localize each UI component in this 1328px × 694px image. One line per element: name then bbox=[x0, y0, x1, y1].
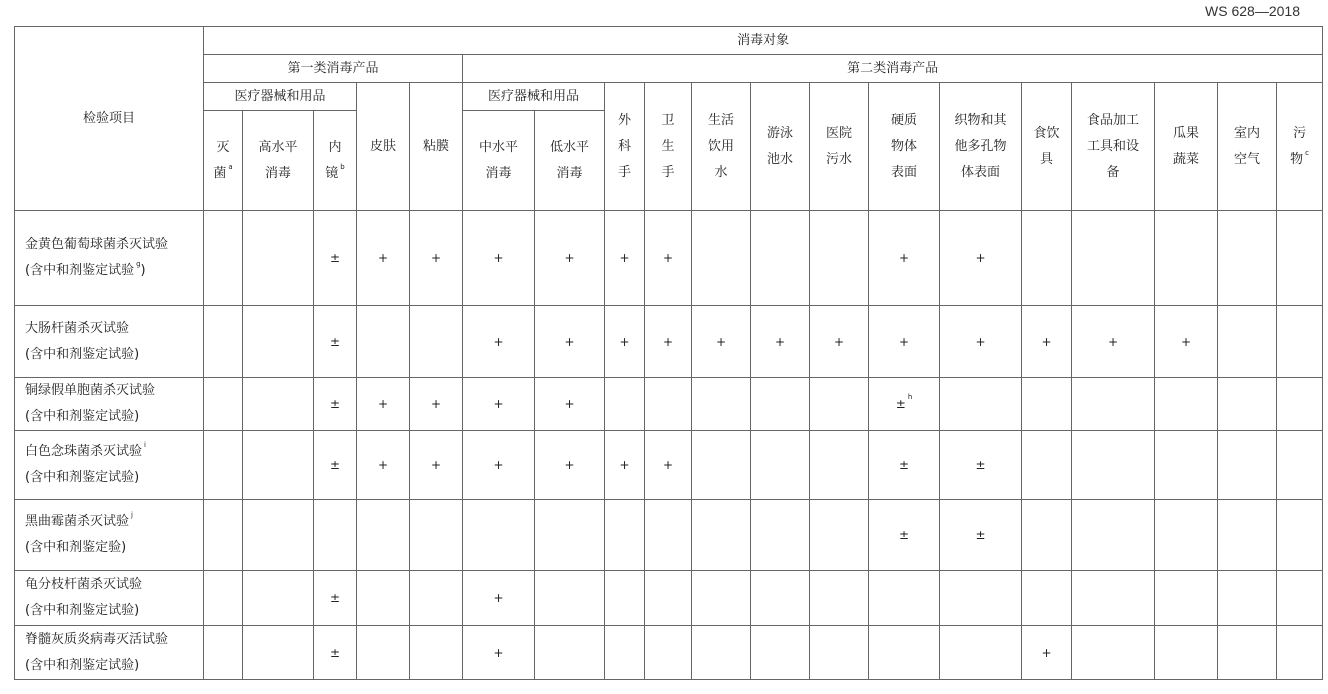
test-item-subtitle: (含中和剂鉴定试验) bbox=[25, 657, 140, 673]
requirement-cell bbox=[243, 626, 314, 680]
header-group-2: 第二类消毒产品 bbox=[463, 55, 1323, 83]
requirement-cell bbox=[940, 431, 1022, 500]
requirement-cell bbox=[751, 211, 810, 306]
conditional-mark: ± bbox=[329, 251, 341, 265]
requirement-cell bbox=[1072, 211, 1155, 306]
requirement-cell bbox=[645, 500, 692, 571]
requirement-cell bbox=[645, 211, 692, 306]
requirement-cell bbox=[810, 626, 869, 680]
requirement-cell bbox=[204, 378, 243, 431]
required-mark: + bbox=[564, 334, 575, 349]
test-item-name bbox=[15, 431, 204, 500]
requirement-cell bbox=[810, 211, 869, 306]
test-item-subtitle: (含中和剂鉴定试验) bbox=[25, 409, 140, 424]
required-mark: + bbox=[430, 251, 442, 265]
required-mark: + bbox=[833, 334, 845, 349]
requirement-cell bbox=[940, 211, 1022, 306]
requirement-cell bbox=[535, 500, 605, 571]
required-mark: + bbox=[1041, 645, 1052, 660]
requirement-cell bbox=[1277, 211, 1323, 306]
requirement-cell bbox=[605, 571, 645, 626]
test-item-subtitle: (含中和剂鉴定验) bbox=[25, 540, 127, 555]
column-header-label: 低水平 消毒 bbox=[549, 139, 589, 181]
required-mark: + bbox=[493, 334, 504, 349]
requirement-cell bbox=[645, 431, 692, 500]
conditional-mark: ± bbox=[898, 528, 910, 542]
column-header-label: 高水平 消毒 bbox=[258, 139, 298, 181]
requirement-cell bbox=[645, 626, 692, 680]
test-item-title: 龟分枝杆菌杀灭试验 bbox=[25, 577, 143, 592]
test-item-subtitle: (含中和剂鉴定试验) bbox=[25, 603, 140, 618]
requirement-cell bbox=[1218, 211, 1277, 306]
requirement-cell bbox=[1022, 306, 1072, 378]
header-test-item: 检验项目 bbox=[15, 27, 204, 211]
table-row bbox=[15, 306, 1323, 378]
conditional-mark: ± bbox=[329, 334, 341, 349]
required-mark: + bbox=[715, 334, 727, 349]
test-item-title: 大肠杆菌杀灭试验 bbox=[25, 320, 130, 336]
footnote-marker: i bbox=[144, 441, 146, 449]
conditional-mark: ± bbox=[895, 397, 906, 411]
requirement-cell bbox=[204, 626, 243, 680]
header-disinfection-target: 消毒对象 bbox=[204, 27, 1323, 55]
requirement-cell bbox=[751, 431, 810, 500]
requirement-cell bbox=[357, 571, 410, 626]
requirement-cell bbox=[1155, 500, 1218, 571]
requirement-cell bbox=[314, 211, 357, 306]
footnote-marker: c bbox=[1305, 148, 1310, 157]
required-mark: + bbox=[975, 334, 986, 349]
requirement-cell bbox=[1277, 626, 1323, 680]
requirement-cell bbox=[357, 211, 410, 306]
requirement-cell bbox=[1022, 431, 1072, 500]
requirement-cell bbox=[243, 571, 314, 626]
requirement-cell bbox=[645, 306, 692, 378]
column-header-label: 织物和其 他多孔物 体表面 bbox=[954, 112, 1007, 180]
requirement-cell bbox=[535, 211, 605, 306]
column-header-label: 粘膜 bbox=[422, 138, 449, 154]
required-mark: + bbox=[898, 251, 910, 265]
requirement-cell bbox=[410, 306, 463, 378]
requirement-cell bbox=[1155, 306, 1218, 378]
requirement-cell bbox=[243, 378, 314, 431]
required-mark: + bbox=[662, 251, 674, 265]
required-mark: + bbox=[619, 334, 630, 349]
column-header bbox=[869, 83, 940, 211]
conditional-mark: ± bbox=[975, 458, 986, 472]
requirement-cell bbox=[204, 571, 243, 626]
requirement-cell bbox=[535, 431, 605, 500]
requirement-cell bbox=[463, 571, 535, 626]
requirement-cell bbox=[940, 306, 1022, 378]
test-item-title: 脊髓灰质炎病毒灭活试验 bbox=[25, 631, 169, 647]
test-item-name bbox=[15, 306, 204, 378]
requirement-cell bbox=[1155, 571, 1218, 626]
requirement-cell bbox=[204, 500, 243, 571]
test-item-subtitle: (含中和剂鉴定试验) bbox=[25, 346, 140, 362]
requirement-cell bbox=[692, 306, 751, 378]
requirement-cell bbox=[1218, 626, 1277, 680]
requirement-cell bbox=[357, 378, 410, 431]
test-item-subtitle: (含中和剂鉴定试验 bbox=[25, 263, 135, 278]
requirement-cell bbox=[692, 211, 751, 306]
requirement-cell bbox=[1072, 306, 1155, 378]
requirement-cell bbox=[463, 500, 535, 571]
requirement-cell bbox=[1072, 500, 1155, 571]
column-header bbox=[810, 83, 869, 211]
requirement-cell bbox=[869, 211, 940, 306]
footnote-marker: b bbox=[340, 162, 345, 171]
required-mark: + bbox=[564, 397, 575, 411]
required-mark: + bbox=[975, 251, 986, 265]
required-mark: + bbox=[1107, 334, 1119, 349]
required-mark: + bbox=[1180, 334, 1192, 349]
requirement-cell bbox=[1155, 626, 1218, 680]
requirement-cell bbox=[314, 378, 357, 431]
table-row bbox=[15, 500, 1323, 571]
required-mark: + bbox=[564, 458, 575, 472]
requirement-cell bbox=[1277, 500, 1323, 571]
column-header bbox=[357, 83, 410, 211]
column-header bbox=[410, 83, 463, 211]
required-mark: + bbox=[377, 251, 389, 265]
required-mark: + bbox=[430, 458, 442, 472]
required-mark: + bbox=[1041, 334, 1052, 349]
requirement-cell bbox=[314, 571, 357, 626]
requirement-cell bbox=[1218, 306, 1277, 378]
requirement-cell bbox=[869, 571, 940, 626]
required-mark: + bbox=[377, 397, 389, 411]
requirement-cell bbox=[243, 500, 314, 571]
requirement-cell bbox=[1155, 431, 1218, 500]
requirement-cell bbox=[692, 431, 751, 500]
requirement-cell bbox=[410, 500, 463, 571]
requirement-cell bbox=[243, 431, 314, 500]
requirement-cell bbox=[1218, 431, 1277, 500]
requirement-cell bbox=[810, 571, 869, 626]
table-row bbox=[15, 211, 1323, 306]
requirement-cell bbox=[869, 500, 940, 571]
requirement-cell bbox=[1277, 571, 1323, 626]
header-group-1: 第一类消毒产品 bbox=[204, 55, 463, 83]
requirement-cell bbox=[751, 626, 810, 680]
requirement-cell bbox=[692, 626, 751, 680]
requirement-cell bbox=[463, 211, 535, 306]
requirement-cell bbox=[1072, 626, 1155, 680]
requirement-cell bbox=[314, 626, 357, 680]
requirement-cell bbox=[645, 378, 692, 431]
required-mark: + bbox=[493, 458, 504, 472]
column-header-label: 卫 生 手 bbox=[661, 112, 675, 180]
requirement-cell bbox=[204, 306, 243, 378]
requirement-cell bbox=[605, 431, 645, 500]
requirement-cell bbox=[810, 306, 869, 378]
requirement-cell bbox=[1277, 431, 1323, 500]
requirement-cell bbox=[314, 306, 357, 378]
requirement-cell bbox=[940, 626, 1022, 680]
required-mark: + bbox=[619, 458, 630, 472]
requirement-cell bbox=[1277, 306, 1323, 378]
required-mark: + bbox=[493, 251, 504, 265]
requirement-cell bbox=[463, 431, 535, 500]
requirement-cell bbox=[535, 306, 605, 378]
column-header bbox=[1218, 83, 1277, 211]
column-header-label: 食饮 具 bbox=[1033, 125, 1060, 167]
column-header-label: 食品加工 工具和设 备 bbox=[1086, 112, 1139, 180]
test-item-title: 铜绿假单胞菌杀灭试验 bbox=[25, 383, 156, 398]
requirement-cell bbox=[463, 306, 535, 378]
column-header bbox=[645, 83, 692, 211]
requirement-cell bbox=[357, 306, 410, 378]
requirement-cell bbox=[692, 378, 751, 431]
requirement-cell bbox=[605, 306, 645, 378]
requirement-cell bbox=[940, 378, 1022, 431]
requirement-cell bbox=[810, 431, 869, 500]
column-header-label: 医院 污水 bbox=[825, 125, 852, 167]
column-header bbox=[751, 83, 810, 211]
required-mark: + bbox=[377, 458, 389, 472]
conditional-mark: ± bbox=[329, 397, 341, 411]
required-mark: + bbox=[662, 334, 674, 349]
requirement-cell bbox=[410, 378, 463, 431]
requirement-cell bbox=[410, 571, 463, 626]
required-mark: + bbox=[619, 251, 630, 265]
header-medical-devices-1: 医疗器械和用品 bbox=[204, 83, 357, 111]
requirement-cell bbox=[357, 431, 410, 500]
requirement-cell bbox=[357, 626, 410, 680]
column-header bbox=[605, 83, 645, 211]
requirement-cell bbox=[1218, 500, 1277, 571]
required-mark: + bbox=[430, 397, 442, 411]
requirement-cell bbox=[463, 378, 535, 431]
disinfection-test-table bbox=[14, 26, 1323, 680]
column-header-label: 室内 空气 bbox=[1233, 125, 1260, 167]
test-item-subtitle: (含中和剂鉴定试验) bbox=[25, 470, 140, 485]
conditional-mark: ± bbox=[975, 528, 986, 542]
column-header-label: 皮肤 bbox=[369, 138, 396, 154]
column-header bbox=[692, 83, 751, 211]
requirement-cell bbox=[1072, 431, 1155, 500]
requirement-cell bbox=[692, 500, 751, 571]
requirement-cell bbox=[751, 500, 810, 571]
column-header bbox=[204, 111, 243, 211]
requirement-cell bbox=[605, 500, 645, 571]
footnote-marker: a bbox=[228, 162, 233, 171]
required-mark: + bbox=[898, 334, 910, 349]
requirement-cell bbox=[1022, 626, 1072, 680]
requirement-cell bbox=[243, 306, 314, 378]
conditional-mark: ± bbox=[329, 591, 341, 605]
requirement-cell bbox=[810, 378, 869, 431]
required-mark: + bbox=[493, 397, 504, 411]
requirement-cell bbox=[204, 431, 243, 500]
column-header bbox=[314, 111, 357, 211]
footnote-marker: h bbox=[907, 393, 913, 401]
requirement-cell bbox=[535, 571, 605, 626]
requirement-cell bbox=[940, 500, 1022, 571]
conditional-mark: ± bbox=[329, 458, 341, 472]
requirement-cell bbox=[940, 571, 1022, 626]
conditional-mark: ± bbox=[329, 645, 341, 660]
requirement-cell bbox=[1022, 571, 1072, 626]
requirement-cell bbox=[410, 211, 463, 306]
requirement-cell bbox=[869, 378, 940, 431]
test-item-name bbox=[15, 500, 204, 571]
column-header-label: 中水平 消毒 bbox=[478, 139, 518, 181]
requirement-cell bbox=[1155, 211, 1218, 306]
table-row bbox=[15, 378, 1323, 431]
requirement-cell bbox=[1072, 571, 1155, 626]
requirement-cell bbox=[1218, 378, 1277, 431]
header-medical-devices-2: 医疗器械和用品 bbox=[463, 83, 605, 111]
requirement-cell bbox=[1022, 211, 1072, 306]
requirement-cell bbox=[645, 571, 692, 626]
column-header-label: 内 镜 bbox=[325, 139, 342, 181]
requirement-cell bbox=[1022, 500, 1072, 571]
requirement-cell bbox=[1218, 571, 1277, 626]
test-item-title: 黑曲霉菌杀灭试验 bbox=[25, 514, 130, 529]
requirement-cell bbox=[1277, 378, 1323, 431]
test-item-title: 白色念珠菌杀灭试验 bbox=[25, 444, 143, 459]
requirement-cell bbox=[314, 431, 357, 500]
test-item-title: 金黄色葡萄球菌杀灭试验 bbox=[25, 237, 169, 252]
test-item-name bbox=[15, 571, 204, 626]
column-header bbox=[1072, 83, 1155, 211]
requirement-cell bbox=[243, 211, 314, 306]
required-mark: + bbox=[493, 645, 504, 660]
requirement-cell bbox=[410, 626, 463, 680]
column-header-label: 生活 饮用 水 bbox=[707, 112, 734, 180]
conditional-mark: ± bbox=[898, 458, 910, 472]
requirement-cell bbox=[1155, 378, 1218, 431]
requirement-cell bbox=[869, 431, 940, 500]
requirement-cell bbox=[1072, 378, 1155, 431]
column-header-label: 游泳 池水 bbox=[766, 125, 793, 167]
column-header bbox=[463, 111, 535, 211]
requirement-cell bbox=[751, 571, 810, 626]
requirement-cell bbox=[869, 306, 940, 378]
column-header-label: 外 科 手 bbox=[617, 112, 631, 180]
column-header bbox=[535, 111, 605, 211]
requirement-cell bbox=[751, 306, 810, 378]
table-row bbox=[15, 571, 1323, 626]
requirement-cell bbox=[463, 626, 535, 680]
requirement-cell bbox=[410, 431, 463, 500]
column-header bbox=[243, 111, 314, 211]
requirement-cell bbox=[751, 378, 810, 431]
required-mark: + bbox=[493, 591, 504, 605]
requirement-cell bbox=[869, 626, 940, 680]
table-row bbox=[15, 431, 1323, 500]
requirement-cell bbox=[605, 378, 645, 431]
test-item-name bbox=[15, 626, 204, 680]
requirement-cell bbox=[204, 211, 243, 306]
column-header bbox=[940, 83, 1022, 211]
required-mark: + bbox=[662, 458, 674, 472]
document-code: WS 628—2018 bbox=[1205, 3, 1300, 19]
requirement-cell bbox=[1022, 378, 1072, 431]
test-item-subtitle-end: ) bbox=[140, 263, 146, 278]
column-header bbox=[1277, 83, 1323, 211]
table-row bbox=[15, 626, 1323, 680]
requirement-cell bbox=[357, 500, 410, 571]
requirement-cell bbox=[605, 626, 645, 680]
requirement-cell bbox=[692, 571, 751, 626]
required-mark: + bbox=[774, 334, 786, 349]
column-header bbox=[1022, 83, 1072, 211]
requirement-cell bbox=[535, 378, 605, 431]
column-header bbox=[1155, 83, 1218, 211]
test-item-name bbox=[15, 211, 204, 306]
test-item-name bbox=[15, 378, 204, 431]
requirement-cell bbox=[314, 500, 357, 571]
column-header-label: 硬质 物体 表面 bbox=[890, 112, 917, 180]
column-header-label: 污 物 bbox=[1290, 125, 1307, 167]
footnote-marker: j bbox=[131, 511, 133, 519]
requirement-cell bbox=[535, 626, 605, 680]
column-header-label: 瓜果 蔬菜 bbox=[1172, 125, 1199, 167]
requirement-cell bbox=[810, 500, 869, 571]
requirement-cell bbox=[605, 211, 645, 306]
column-header-label: 灭 菌 bbox=[213, 139, 230, 181]
footnote-marker: g bbox=[136, 260, 141, 268]
required-mark: + bbox=[564, 251, 575, 265]
